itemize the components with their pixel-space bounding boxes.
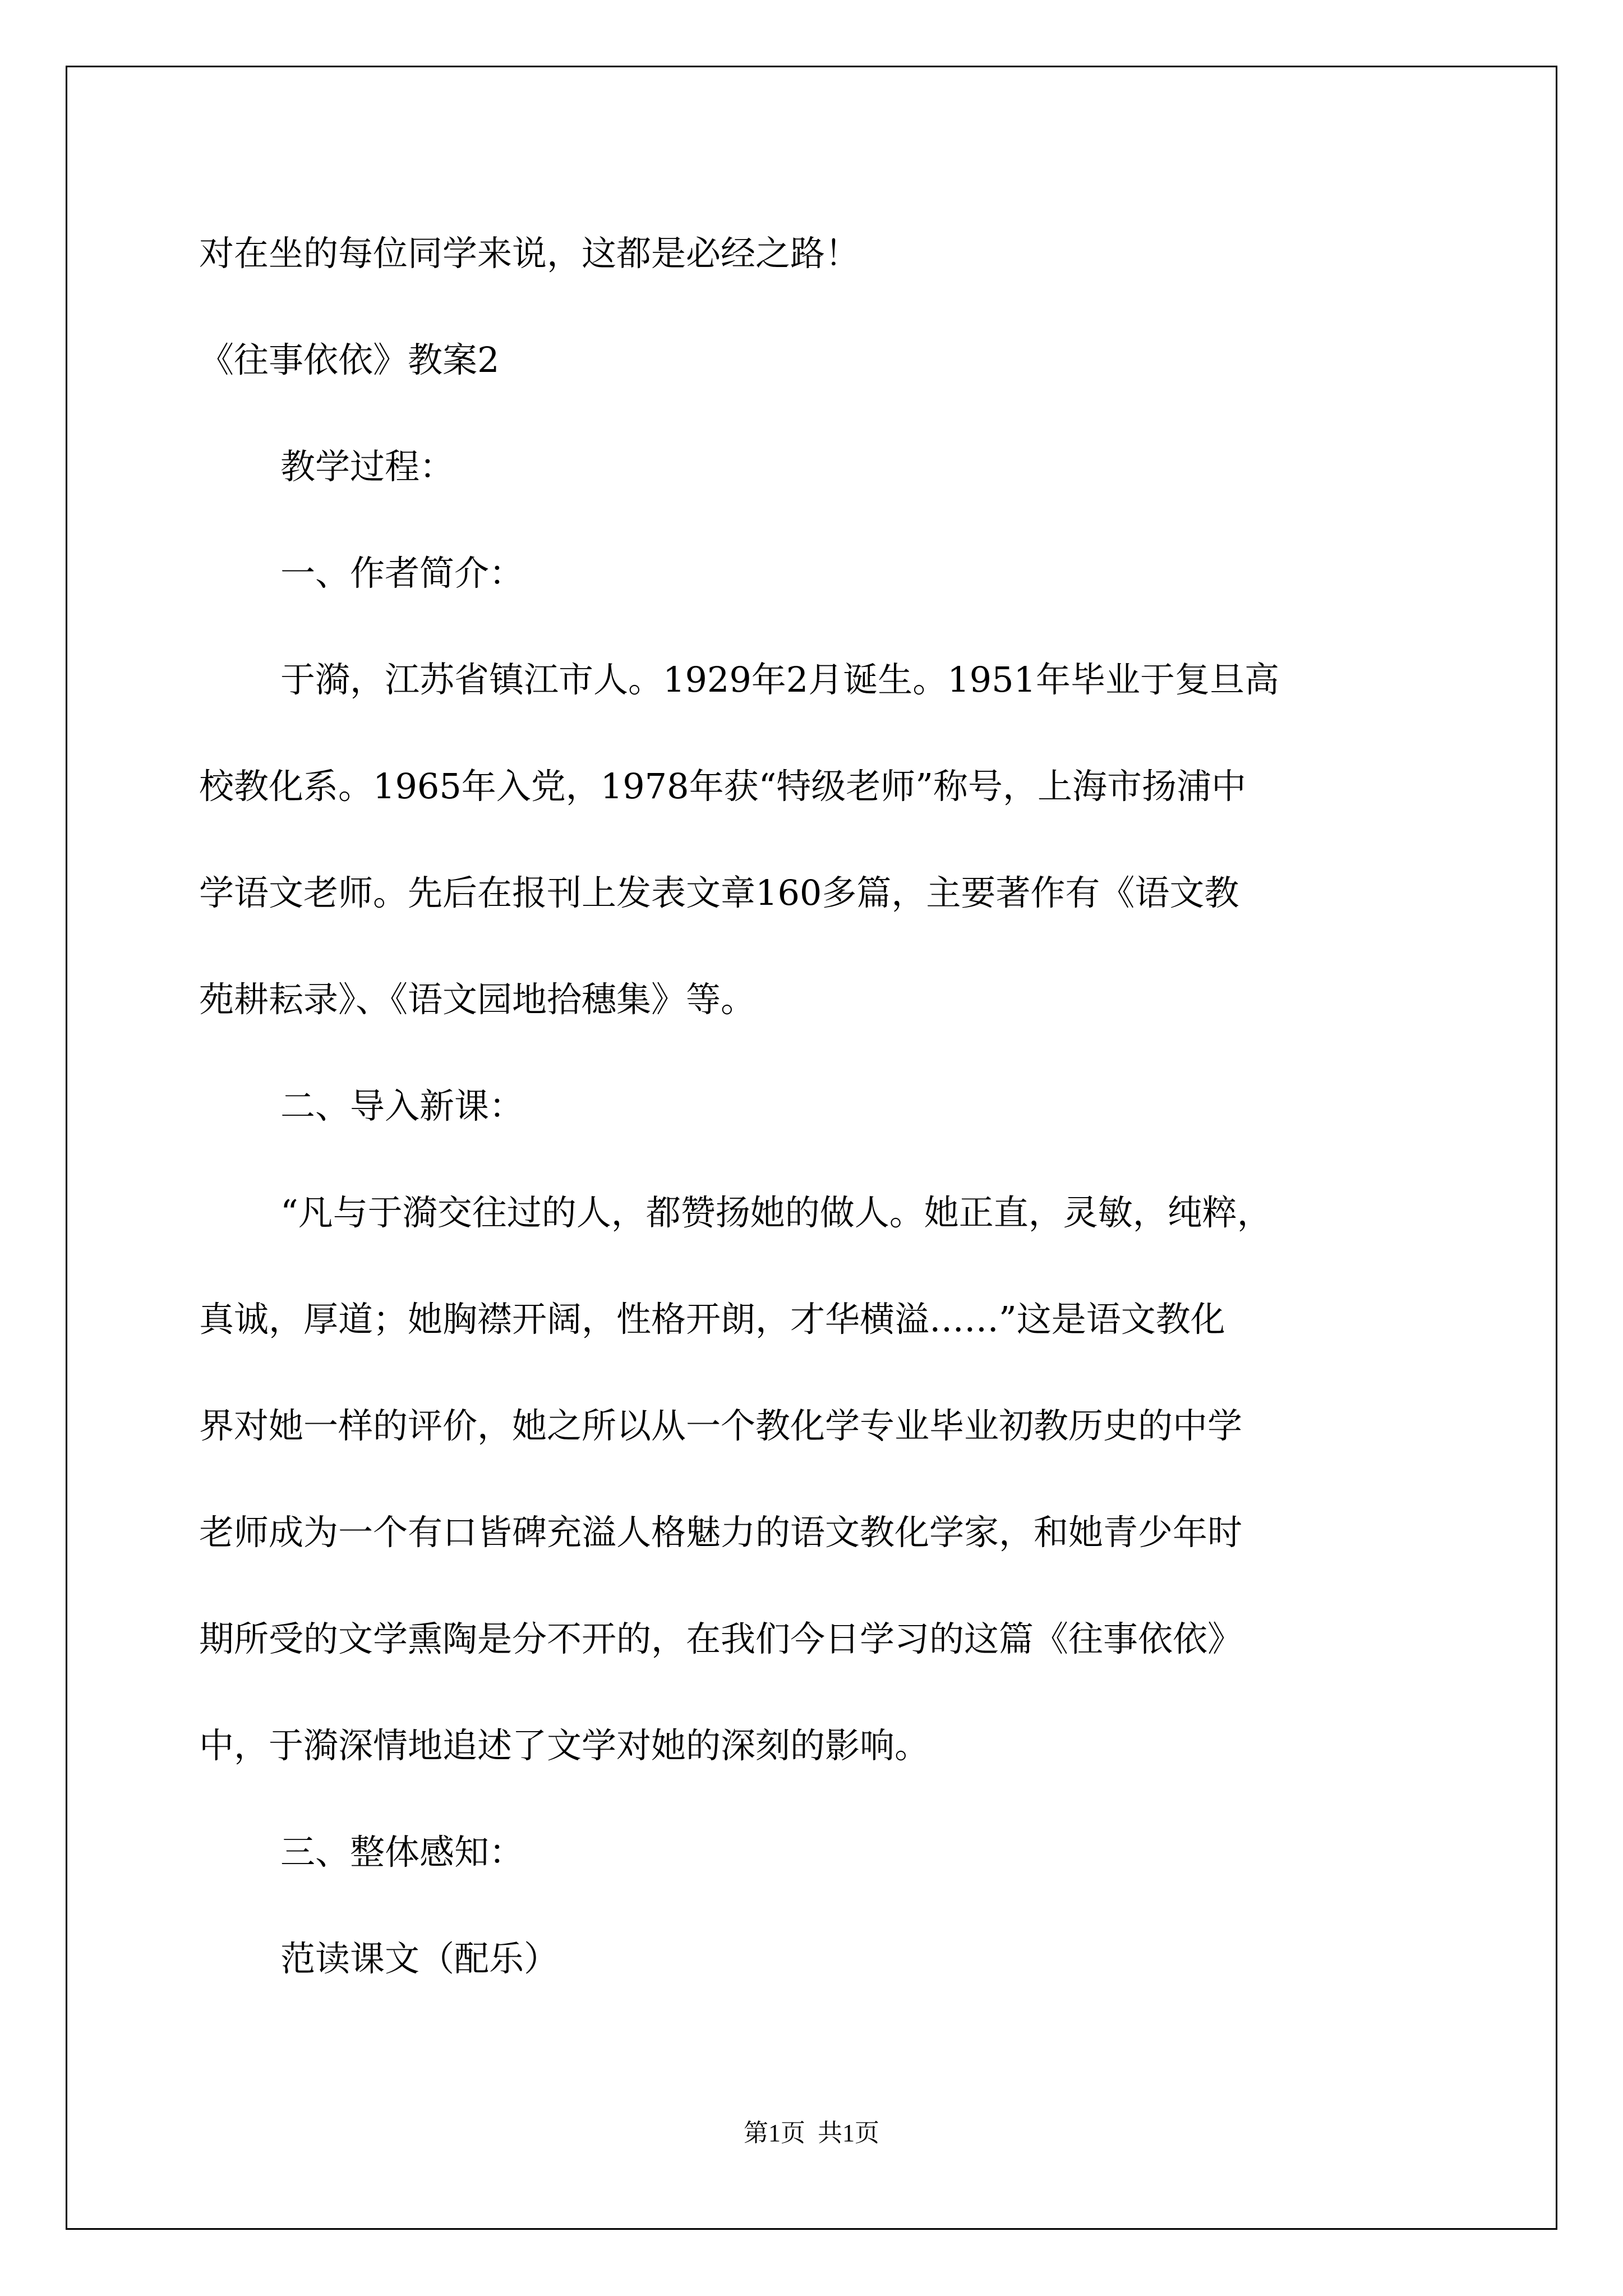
text-line: 中，于漪深情地追述了文学对她的深刻的影响。 [199,1725,930,1766]
text-line: 苑耕耘录》、《语文园地拾穗集》等。 [199,979,756,1020]
text-line: 期所受的文学熏陶是分不开的，在我们今日学习的这篇《往事依依》 [199,1618,1243,1659]
section-title: 《往事依依》教案2 [199,339,500,380]
text-line: 真诚，厚道；她胸襟开阔，性格开朗，才华横溢……”这是语文教化 [199,1299,1225,1340]
text-line: 界对她一样的评价，她之所以从一个教化学专业毕业初教历史的中学 [199,1405,1243,1446]
text-line: 对在坐的每位同学来说，这都是必经之路！ [199,233,860,274]
heading-introduction: 二、导入新课： [280,1085,524,1126]
text-line: 范读课文（配乐） [280,1938,559,1979]
text-line: 教学过程： [280,446,455,487]
heading-overall-perception: 三、整体感知： [280,1832,524,1872]
text-line: “凡与于漪交往过的人，都赞扬她的做人。她正直，灵敏，纯粹， [280,1192,1272,1233]
text-line: 校教化系。1965年入党，1978年获“特级老师”称号，上海市扬浦中 [199,766,1246,807]
text-line: 于漪，江苏省镇江市人。1929年2月诞生。1951年毕业于复旦高 [280,659,1280,700]
heading-author-intro: 一、作者简介： [280,553,524,593]
text-line: 老师成为一个有口皆碑充溢人格魅力的语文教化学家，和她青少年时 [199,1512,1243,1553]
text-line: 学语文老师。先后在报刊上发表文章160多篇，主要著作有《语文教 [199,872,1239,913]
page-border [66,66,1557,2230]
page-number-footer: 第1页 共1页 [744,2119,879,2147]
